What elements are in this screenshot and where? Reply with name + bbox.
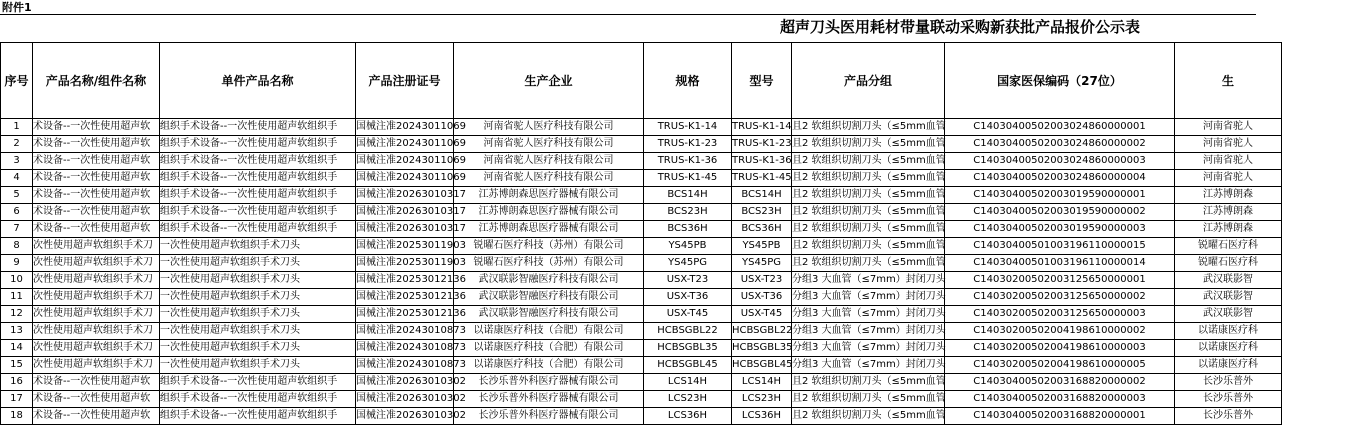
- cell-index: 16: [1, 374, 33, 391]
- cell-product-component-name: 术设备--一次性使用超声软: [33, 153, 160, 170]
- cell-registration-number: 国械注准20243011069: [356, 170, 454, 187]
- cell-manufacturer-short: 以诺康医疗科: [1175, 323, 1282, 340]
- table-row: [1, 289, 1282, 306]
- cell-manufacturer: 以诺康医疗科技（合肥）有限公司: [454, 340, 644, 357]
- attachment-label: 附件1: [2, 1, 32, 14]
- cell-manufacturer-short: 武汉联影智: [1175, 289, 1282, 306]
- cell-model: BCS14H: [732, 187, 792, 204]
- cell-specification: USX-T23: [644, 272, 732, 289]
- cell-manufacturer-short: 锐曜石医疗科: [1175, 238, 1282, 255]
- cell-model: TRUS-K1-45: [732, 170, 792, 187]
- cell-model: USX-T36: [732, 289, 792, 306]
- cell-specification: LCS23H: [644, 391, 732, 408]
- cell-national-insurance-code: C14030400502003019590000001: [945, 187, 1175, 204]
- table-row: [1, 357, 1282, 374]
- cell-registration-number: 国械注准20253011903: [356, 238, 454, 255]
- cell-product-group: 且2 软组织切割刀头（≤5mm血管: [792, 238, 945, 255]
- cell-manufacturer: 锐曜石医疗科技（苏州）有限公司: [454, 255, 644, 272]
- cell-registration-number: 国械注准20253012136: [356, 272, 454, 289]
- cell-product-component-name: 术设备--一次性使用超声软: [33, 187, 160, 204]
- header-index: 序号: [1, 43, 33, 119]
- cell-product-group: 且2 软组织切割刀头（≤5mm血管: [792, 221, 945, 238]
- header-registration-number: 产品注册证号: [356, 43, 454, 119]
- cell-manufacturer-short: 江苏博朗森: [1175, 204, 1282, 221]
- cell-single-product-name: 组织手术设备--一次性使用超声软组织手: [160, 119, 356, 136]
- cell-single-product-name: 一次性使用超声软组织手术刀头: [160, 340, 356, 357]
- cell-product-group: 且2 软组织切割刀头（≤5mm血管: [792, 170, 945, 187]
- cell-specification: USX-T36: [644, 289, 732, 306]
- cell-specification: TRUS-K1-36: [644, 153, 732, 170]
- cell-national-insurance-code: C14030400502003024860000004: [945, 170, 1175, 187]
- cell-registration-number: 国械注准20253011903: [356, 255, 454, 272]
- cell-registration-number: 国械注准20243010873: [356, 340, 454, 357]
- cell-manufacturer: 以诺康医疗科技（合肥）有限公司: [454, 357, 644, 374]
- cell-specification: BCS36H: [644, 221, 732, 238]
- header-product-group: 产品分组: [792, 43, 945, 119]
- cell-index: 15: [1, 357, 33, 374]
- cell-national-insurance-code: C14030400502003168820000001: [945, 408, 1175, 425]
- table-row: [1, 340, 1282, 357]
- cell-single-product-name: 一次性使用超声软组织手术刀头: [160, 323, 356, 340]
- cell-national-insurance-code: C14030200502004198610000002: [945, 323, 1175, 340]
- cell-specification: LCS14H: [644, 374, 732, 391]
- cell-national-insurance-code: C14030400502003019590000003: [945, 221, 1175, 238]
- cell-manufacturer-short: 长沙乐普外: [1175, 374, 1282, 391]
- cell-product-component-name: 术设备--一次性使用超声软: [33, 119, 160, 136]
- cell-model: TRUS-K1-23: [732, 136, 792, 153]
- cell-model: LCS23H: [732, 391, 792, 408]
- cell-product-component-name: 术设备--一次性使用超声软: [33, 221, 160, 238]
- cell-specification: TRUS-K1-14: [644, 119, 732, 136]
- cell-manufacturer: 武汉联影智融医疗科技有限公司: [454, 289, 644, 306]
- cell-national-insurance-code: C14030400502003168820000002: [945, 374, 1175, 391]
- cell-single-product-name: 一次性使用超声软组织手术刀头: [160, 306, 356, 323]
- cell-manufacturer-short: 河南省驼人: [1175, 119, 1282, 136]
- cell-single-product-name: 一次性使用超声软组织手术刀头: [160, 357, 356, 374]
- cell-index: 11: [1, 289, 33, 306]
- header-product-component-name: 产品名称/组件名称: [33, 43, 160, 119]
- cell-model: LCS14H: [732, 374, 792, 391]
- cell-single-product-name: 组织手术设备--一次性使用超声软组织手: [160, 221, 356, 238]
- table-row: [1, 221, 1282, 238]
- cell-model: TRUS-K1-14: [732, 119, 792, 136]
- cell-national-insurance-code: C14030200502003125650000001: [945, 272, 1175, 289]
- cell-specification: HCBSGBL22: [644, 323, 732, 340]
- cell-index: 7: [1, 221, 33, 238]
- header-model: 型号: [732, 43, 792, 119]
- cell-product-component-name: 次性使用超声软组织手术刀: [33, 289, 160, 306]
- cell-national-insurance-code: C14030400502003168820000003: [945, 391, 1175, 408]
- cell-registration-number: 国械注准20263010317: [356, 187, 454, 204]
- cell-model: TRUS-K1-36: [732, 153, 792, 170]
- cell-single-product-name: 组织手术设备--一次性使用超声软组织手: [160, 136, 356, 153]
- cell-product-component-name: 次性使用超声软组织手术刀: [33, 255, 160, 272]
- cell-model: LCS36H: [732, 408, 792, 425]
- cell-registration-number: 国械注准20263010302: [356, 391, 454, 408]
- cell-specification: TRUS-K1-45: [644, 170, 732, 187]
- cell-single-product-name: 组织手术设备--一次性使用超声软组织手: [160, 187, 356, 204]
- cell-specification: USX-T45: [644, 306, 732, 323]
- table-row: [1, 170, 1282, 187]
- cell-specification: HCBSGBL45: [644, 357, 732, 374]
- cell-manufacturer: 锐曜石医疗科技（苏州）有限公司: [454, 238, 644, 255]
- cell-model: USX-T23: [732, 272, 792, 289]
- cell-product-group: 分组3 大血管（≤7mm）封闭刀头: [792, 323, 945, 340]
- cell-national-insurance-code: C14030200502003125650000003: [945, 306, 1175, 323]
- cell-single-product-name: 一次性使用超声软组织手术刀头: [160, 238, 356, 255]
- cell-index: 13: [1, 323, 33, 340]
- cell-manufacturer-short: 武汉联影智: [1175, 306, 1282, 323]
- cell-manufacturer: 武汉联影智融医疗科技有限公司: [454, 272, 644, 289]
- cell-product-group: 分组3 大血管（≤7mm）封闭刀头: [792, 340, 945, 357]
- product-price-table: [0, 42, 1282, 425]
- cell-national-insurance-code: C14030400502003024860000003: [945, 153, 1175, 170]
- cell-national-insurance-code: C14030200502004198610000003: [945, 340, 1175, 357]
- cell-product-group: 且2 软组织切割刀头（≤5mm血管: [792, 391, 945, 408]
- cell-single-product-name: 组织手术设备--一次性使用超声软组织手: [160, 170, 356, 187]
- cell-product-component-name: 次性使用超声软组织手术刀: [33, 357, 160, 374]
- cell-national-insurance-code: C14030400502003024860000002: [945, 136, 1175, 153]
- cell-manufacturer: 长沙乐普外科医疗器械有限公司: [454, 391, 644, 408]
- cell-model: BCS36H: [732, 221, 792, 238]
- cell-model: HCBSGBL35: [732, 340, 792, 357]
- table-row: [1, 187, 1282, 204]
- cell-index: 18: [1, 408, 33, 425]
- cell-product-group: 且2 软组织切割刀头（≤5mm血管: [792, 119, 945, 136]
- cell-manufacturer-short: 河南省驼人: [1175, 170, 1282, 187]
- cell-manufacturer: 江苏博朗森思医疗器械有限公司: [454, 221, 644, 238]
- cell-product-component-name: 次性使用超声软组织手术刀: [33, 340, 160, 357]
- cell-manufacturer-short: 武汉联影智: [1175, 272, 1282, 289]
- cell-product-component-name: 次性使用超声软组织手术刀: [33, 306, 160, 323]
- cell-manufacturer: 河南省驼人医疗科技有限公司: [454, 153, 644, 170]
- cell-manufacturer-short: 锐曜石医疗科: [1175, 255, 1282, 272]
- cell-manufacturer: 武汉联影智融医疗科技有限公司: [454, 306, 644, 323]
- cell-manufacturer-short: 河南省驼人: [1175, 153, 1282, 170]
- cell-manufacturer: 长沙乐普外科医疗器械有限公司: [454, 408, 644, 425]
- sheet-title: 超声刀头医用耗材带量联动采购新获批产品报价公示表: [779, 18, 1140, 36]
- cell-manufacturer: 以诺康医疗科技（合肥）有限公司: [454, 323, 644, 340]
- cell-product-group: 且2 软组织切割刀头（≤5mm血管: [792, 374, 945, 391]
- cell-manufacturer: 河南省驼人医疗科技有限公司: [454, 136, 644, 153]
- cell-model: USX-T45: [732, 306, 792, 323]
- table-row: [1, 408, 1282, 425]
- table-row: [1, 238, 1282, 255]
- cell-product-component-name: 次性使用超声软组织手术刀: [33, 272, 160, 289]
- table-row: [1, 323, 1282, 340]
- cell-specification: YS45PG: [644, 255, 732, 272]
- cell-product-group: 且2 软组织切割刀头（≤5mm血管: [792, 187, 945, 204]
- cell-product-component-name: 次性使用超声软组织手术刀: [33, 238, 160, 255]
- table-row: [1, 272, 1282, 289]
- cell-product-group: 且2 软组织切割刀头（≤5mm血管: [792, 153, 945, 170]
- table-row: [1, 306, 1282, 323]
- cell-index: 6: [1, 204, 33, 221]
- cell-model: YS45PG: [732, 255, 792, 272]
- cell-product-component-name: 术设备--一次性使用超声软: [33, 204, 160, 221]
- cell-model: HCBSGBL22: [732, 323, 792, 340]
- cell-index: 10: [1, 272, 33, 289]
- cell-index: 9: [1, 255, 33, 272]
- table-row: [1, 119, 1282, 136]
- cell-product-group: 分组3 大血管（≤7mm）封闭刀头: [792, 289, 945, 306]
- cell-index: 17: [1, 391, 33, 408]
- cell-manufacturer-short: 长沙乐普外: [1175, 391, 1282, 408]
- table-row: [1, 204, 1282, 221]
- cell-registration-number: 国械注准20243011069: [356, 136, 454, 153]
- cell-product-component-name: 术设备--一次性使用超声软: [33, 391, 160, 408]
- cell-single-product-name: 一次性使用超声软组织手术刀头: [160, 272, 356, 289]
- cell-registration-number: 国械注准20263010302: [356, 374, 454, 391]
- header-single-product-name: 单件产品名称: [160, 43, 356, 119]
- cell-product-group: 且2 软组织切割刀头（≤5mm血管: [792, 255, 945, 272]
- cell-index: 8: [1, 238, 33, 255]
- cell-index: 5: [1, 187, 33, 204]
- cell-model: BCS23H: [732, 204, 792, 221]
- cell-product-component-name: 术设备--一次性使用超声软: [33, 408, 160, 425]
- cell-specification: YS45PB: [644, 238, 732, 255]
- cell-single-product-name: 组织手术设备--一次性使用超声软组织手: [160, 374, 356, 391]
- cell-registration-number: 国械注准20263010302: [356, 408, 454, 425]
- table-header-row: [1, 43, 1282, 119]
- cell-manufacturer-short: 河南省驼人: [1175, 136, 1282, 153]
- cell-product-group: 且2 软组织切割刀头（≤5mm血管: [792, 408, 945, 425]
- cell-single-product-name: 一次性使用超声软组织手术刀头: [160, 289, 356, 306]
- cell-specification: TRUS-K1-23: [644, 136, 732, 153]
- cell-product-component-name: 次性使用超声软组织手术刀: [33, 323, 160, 340]
- cell-product-group: 分组3 大血管（≤7mm）封闭刀头: [792, 272, 945, 289]
- cell-product-group: 且2 软组织切割刀头（≤5mm血管: [792, 204, 945, 221]
- cell-index: 1: [1, 119, 33, 136]
- cell-registration-number: 国械注准20263010317: [356, 221, 454, 238]
- cell-specification: BCS23H: [644, 204, 732, 221]
- cell-index: 12: [1, 306, 33, 323]
- cell-registration-number: 国械注准20243010873: [356, 323, 454, 340]
- cell-single-product-name: 组织手术设备--一次性使用超声软组织手: [160, 391, 356, 408]
- cell-model: HCBSGBL45: [732, 357, 792, 374]
- cell-product-component-name: 术设备--一次性使用超声软: [33, 136, 160, 153]
- cell-single-product-name: 一次性使用超声软组织手术刀头: [160, 255, 356, 272]
- header-manufacturer: 生产企业: [454, 43, 644, 119]
- cell-national-insurance-code: C14030400501003196110000015: [945, 238, 1175, 255]
- cell-national-insurance-code: C14030200502003125650000002: [945, 289, 1175, 306]
- cell-national-insurance-code: C14030400502003024860000001: [945, 119, 1175, 136]
- header-manufacturer-short: 生: [1175, 43, 1282, 119]
- cell-product-group: 分组3 大血管（≤7mm）封闭刀头: [792, 357, 945, 374]
- cell-specification: LCS36H: [644, 408, 732, 425]
- table-row: [1, 255, 1282, 272]
- cell-index: 3: [1, 153, 33, 170]
- cell-registration-number: 国械注准20243011069: [356, 119, 454, 136]
- cell-product-group: 分组3 大血管（≤7mm）封闭刀头: [792, 306, 945, 323]
- cell-product-group: 且2 软组织切割刀头（≤5mm血管: [792, 136, 945, 153]
- cell-registration-number: 国械注准20253012136: [356, 289, 454, 306]
- cell-registration-number: 国械注准20253012136: [356, 306, 454, 323]
- cell-specification: HCBSGBL35: [644, 340, 732, 357]
- cell-manufacturer: 河南省驼人医疗科技有限公司: [454, 170, 644, 187]
- cell-product-component-name: 术设备--一次性使用超声软: [33, 170, 160, 187]
- cell-manufacturer-short: 长沙乐普外: [1175, 408, 1282, 425]
- cell-manufacturer: 长沙乐普外科医疗器械有限公司: [454, 374, 644, 391]
- cell-single-product-name: 组织手术设备--一次性使用超声软组织手: [160, 408, 356, 425]
- cell-index: 4: [1, 170, 33, 187]
- cell-single-product-name: 组织手术设备--一次性使用超声软组织手: [160, 204, 356, 221]
- cell-manufacturer-short: 江苏博朗森: [1175, 187, 1282, 204]
- cell-registration-number: 国械注准20243011069: [356, 153, 454, 170]
- cell-manufacturer-short: 以诺康医疗科: [1175, 357, 1282, 374]
- header-national-insurance-code: 国家医保编码（27位）: [945, 43, 1175, 119]
- table-row: [1, 136, 1282, 153]
- cell-national-insurance-code: C14030200502004198610000005: [945, 357, 1175, 374]
- cell-single-product-name: 组织手术设备--一次性使用超声软组织手: [160, 153, 356, 170]
- table-row: [1, 391, 1282, 408]
- table-row: [1, 153, 1282, 170]
- cell-manufacturer-short: 以诺康医疗科: [1175, 340, 1282, 357]
- cell-manufacturer: 江苏博朗森思医疗器械有限公司: [454, 204, 644, 221]
- cell-national-insurance-code: C14030400501003196110000014: [945, 255, 1175, 272]
- cell-manufacturer: 河南省驼人医疗科技有限公司: [454, 119, 644, 136]
- table-row: [1, 374, 1282, 391]
- cell-model: YS45PB: [732, 238, 792, 255]
- cell-registration-number: 国械注准20263010317: [356, 204, 454, 221]
- cell-national-insurance-code: C14030400502003019590000002: [945, 204, 1175, 221]
- cell-index: 14: [1, 340, 33, 357]
- cell-product-component-name: 术设备--一次性使用超声软: [33, 374, 160, 391]
- cell-manufacturer-short: 江苏博朗森: [1175, 221, 1282, 238]
- cell-registration-number: 国械注准20243010873: [356, 357, 454, 374]
- cell-index: 2: [1, 136, 33, 153]
- cell-specification: BCS14H: [644, 187, 732, 204]
- cell-manufacturer: 江苏博朗森思医疗器械有限公司: [454, 187, 644, 204]
- header-specification: 规格: [644, 43, 732, 119]
